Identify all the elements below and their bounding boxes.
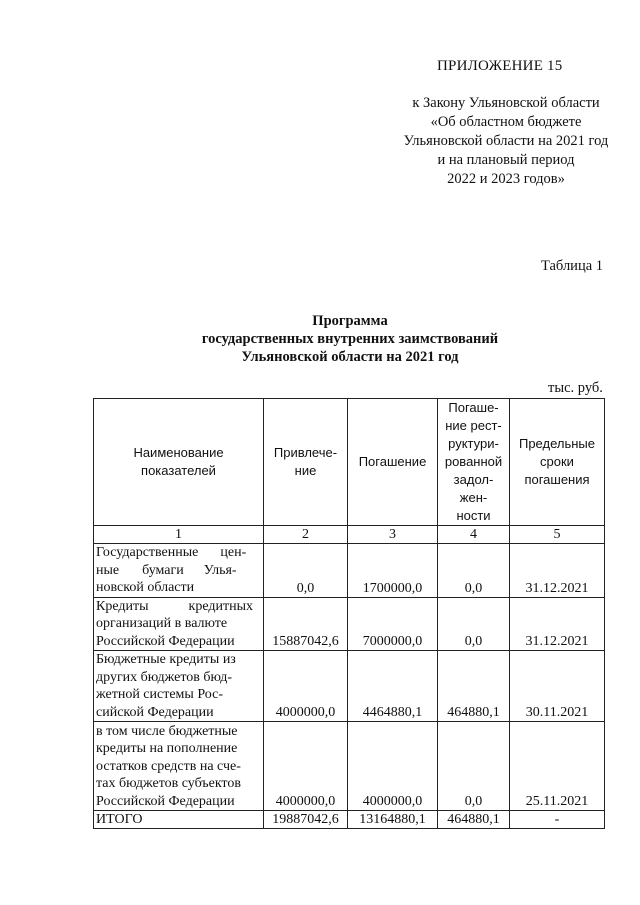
restructured-value: 0,0 — [438, 544, 510, 598]
column-number-row — [94, 526, 605, 544]
restructured-value: 464880,1 — [438, 651, 510, 722]
law-reference-line: и на плановый период — [437, 152, 575, 168]
table-total-row — [94, 811, 605, 829]
row-name-line: Российской Федерации — [96, 793, 235, 809]
law-reference — [375, 94, 637, 189]
column-number: 4 — [438, 526, 510, 544]
column-header-name — [94, 399, 264, 526]
total-deadline: - — [510, 811, 605, 829]
row-name — [94, 651, 264, 722]
column-header-attraction — [264, 399, 348, 526]
column-number: 2 — [264, 526, 348, 544]
header-line: задол- — [453, 472, 494, 487]
header-line: Погашение — [358, 454, 427, 469]
header-line: Предельные — [518, 436, 595, 451]
header-line: ние рест- — [445, 418, 502, 433]
repayment-value: 7000000,0 — [348, 597, 438, 651]
row-name — [94, 544, 264, 598]
header-line: Наименование — [133, 445, 224, 460]
row-name-line: кредиты на пополнение — [96, 741, 238, 756]
row-name — [94, 722, 264, 811]
row-name-line: Кредиты кредитных — [96, 598, 253, 614]
header-line: руктури- — [448, 436, 499, 451]
borrowings-table — [93, 398, 605, 829]
restructured-value: 0,0 — [438, 722, 510, 811]
row-name-line: организаций в валюте — [96, 616, 228, 631]
attachment-label: ПРИЛОЖЕНИЕ 15 — [437, 58, 563, 74]
total-restructured: 464880,1 — [438, 811, 510, 829]
deadline-value: 25.11.2021 — [510, 722, 605, 811]
row-name-line: остатков средств на сче- — [96, 758, 241, 774]
header-line: показателей — [141, 463, 216, 478]
header-line: ние — [294, 463, 317, 478]
row-name-line: новской области — [96, 580, 195, 595]
header-line: рованной — [444, 454, 503, 469]
table-row — [94, 722, 605, 811]
repayment-value: 1700000,0 — [348, 544, 438, 598]
deadline-value: 31.12.2021 — [510, 597, 605, 651]
law-reference-line: Ульяновской области на 2021 год — [403, 133, 609, 149]
repayment-value: 4000000,0 — [348, 722, 438, 811]
title-line: Ульяновской области на 2021 год — [241, 349, 459, 365]
column-header-restructured — [438, 399, 510, 526]
header-line: Погаше- — [448, 400, 499, 415]
table-row — [94, 597, 605, 651]
total-attraction: 19887042,6 — [264, 811, 348, 829]
deadline-value: 30.11.2021 — [510, 651, 605, 722]
row-name-line: жетной системы Рос- — [96, 687, 223, 702]
table-row — [94, 651, 605, 722]
header-line: сроки — [540, 454, 574, 469]
document-title — [100, 312, 600, 366]
row-name-line: сийской Федерации — [96, 704, 214, 720]
law-reference-line: 2022 и 2023 годов» — [447, 171, 565, 187]
row-name-line: тах бюджетов субъектов — [96, 776, 241, 791]
total-label: ИТОГО — [94, 811, 264, 829]
column-header-deadline — [510, 399, 605, 526]
title-line: Программа — [312, 313, 388, 329]
row-name-line: Государственные цен- — [96, 545, 247, 560]
row-name-line: Бюджетные кредиты из — [96, 652, 236, 667]
table-number: Таблица 1 — [541, 258, 604, 274]
total-repayment: 13164880,1 — [348, 811, 438, 829]
column-number: 3 — [348, 526, 438, 544]
units-label: тыс. руб. — [548, 380, 603, 396]
row-name-line: в том числе бюджетные — [96, 723, 238, 739]
repayment-value: 4464880,1 — [348, 651, 438, 722]
column-header-repayment — [348, 399, 438, 526]
row-name — [94, 597, 264, 651]
attraction-value: 4000000,0 — [264, 651, 348, 722]
row-name-line: Российской Федерации — [96, 633, 235, 649]
law-reference-line: «Об областном бюджете — [430, 114, 582, 130]
law-reference-line: к Закону Ульяновской области — [412, 95, 600, 111]
header-line: погашения — [524, 472, 590, 487]
header-line: ности — [456, 508, 491, 523]
attraction-value: 0,0 — [264, 544, 348, 598]
row-name-line: других бюджетов бюд- — [96, 669, 233, 685]
attraction-value: 4000000,0 — [264, 722, 348, 811]
table-row — [94, 544, 605, 598]
table-header-row — [94, 399, 605, 526]
column-number: 5 — [510, 526, 605, 544]
row-name-line: ные бумаги Улья- — [96, 562, 237, 578]
restructured-value: 0,0 — [438, 597, 510, 651]
header-line: Привлече- — [273, 445, 338, 460]
attraction-value: 15887042,6 — [264, 597, 348, 651]
header-line: жен- — [459, 490, 488, 505]
column-number: 1 — [94, 526, 264, 544]
deadline-value: 31.12.2021 — [510, 544, 605, 598]
title-line: государственных внутренних заимствований — [201, 331, 499, 347]
